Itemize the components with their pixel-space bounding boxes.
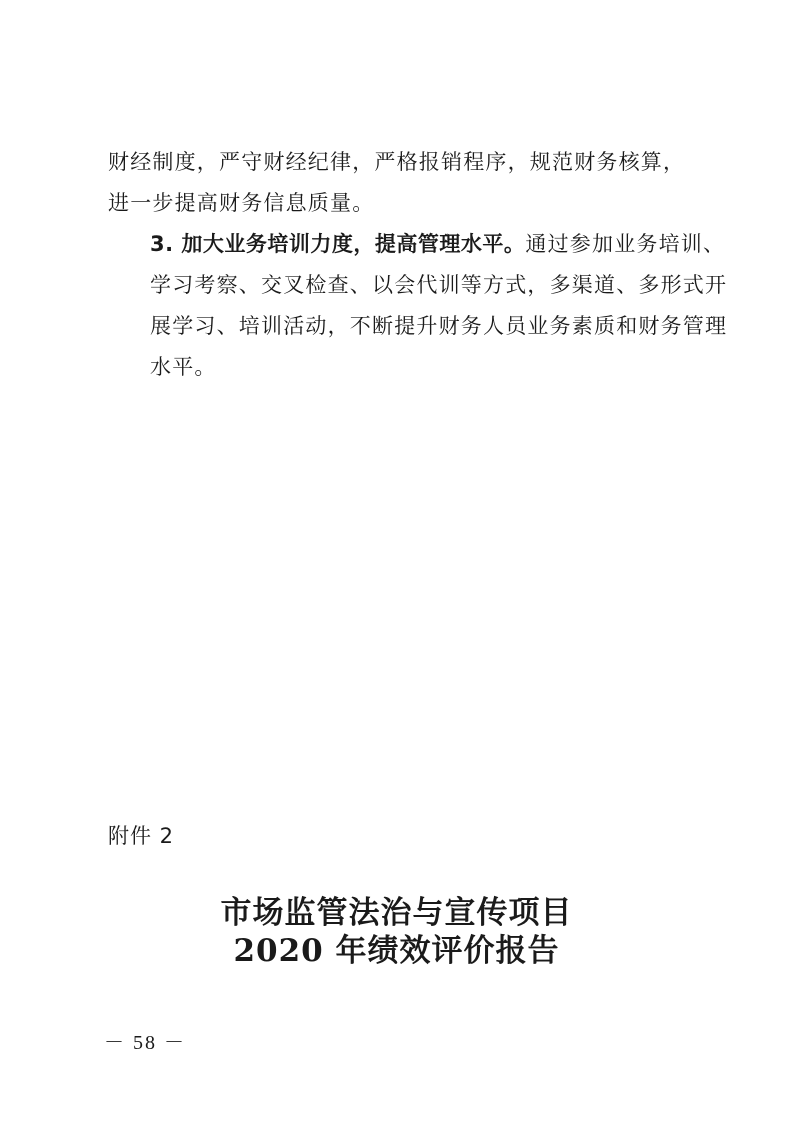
report-title-line-2: 2020 年绩效评价报告 [233,933,560,969]
paragraph-2-heading: 3. 加大业务培训力度，提高管理水平。 [150,232,526,256]
paragraph-2-text: 通过参加业务培训、学习考察、交叉检查、以会代训等方式，多渠道、多形式开展学习、培训活动，不断提升财务人员业务素质和财务管理水平。 [150,232,728,379]
page-number: － 58 － [104,1032,186,1054]
body-paragraph-1 [108,142,694,224]
attachment-label: 附件 2 [108,824,175,848]
body-paragraph-2 [108,224,736,388]
report-title-line-1: 市场监管法治与宣传项目 [220,895,573,931]
paragraph-1-text: 财经制度，严守财经纪律，严格报销程序，规范财务核算，进一步提高财务信息质量。 [108,150,686,215]
